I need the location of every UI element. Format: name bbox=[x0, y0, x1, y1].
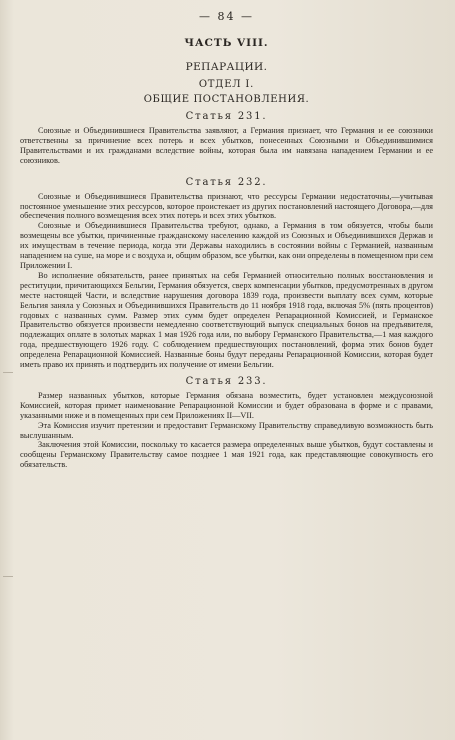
article-heading: Статья 231. bbox=[185, 111, 268, 122]
article-heading: Статья 232. bbox=[185, 176, 268, 188]
paragraph: Размер названных убытков, которые Германия обязана возместить, будет установлен междусоюзной Комиссией, которая примет наименование Репарационной Комиссии и будет образована в форме и с правами, указанными ниже и в помещенных при сем Приложениях II—VII. bbox=[20, 390, 433, 420]
margin-mark bbox=[3, 576, 13, 577]
paragraph: Союзные и Объединившиеся Правительства признают, что рессурсы Германии недостаточны,—учитывая постоянное уменьшение этих рессурсов, которое проистекает из других постановлений настоящего Договора,—для обеспечения полного возмещения всех этих потерь и всех этих убытков. bbox=[20, 191, 433, 221]
paragraph: Союзные и Объединившиеся Правительства требуют, однако, а Германия в том обязуется, чтобы были возмещены все убытки, причиненные гражданскому населению каждой из Союзных и Объединившихся Держав и их имуществам в течение периода, когда эти Державы находились в состоянии войны с Германией, названным нападением на суше, на море и с воздуха и, общим образом, все убытки, как они определены в помещенном при сем Приложении I. bbox=[20, 221, 433, 270]
paragraph: Во исполнение обязательств, ранее принятых на себя Германией относительно полных восстановления и реституции, причитающихся Бельгии, Германия обязуется, сверх компенсации убытков, предусмотренных в другом месте настоящей Части, и вследствие нарушения договора 1839 года, произвести выплату всех сумм, которые Бельгия заняла у Союзных и Объединившихся Правительств до 11 ноября 1918 года, включая 5% (пять процентов) годовых с названных сумм. Размер этих сумм будет определен Репарационной Комиссией, и Германское Правительство обязуется произвести немедленно соответствующий выпуск специальных бонов на предъявителя, подлежащих оплате в золотых марках 1 мая 1926 года или, по выбору Германского Правительства,—1 мая каждого года, предшествующего 1926 году. С соблюдением предшествующих постановлений, форма этих бонов будет определена Репарационной Комиссией. Названные боны будут переданы Репарационной Комиссии, которая будет иметь право их принять и подтвердить их получение от имени Бельгии. bbox=[20, 270, 433, 370]
part-title: РЕПАРАЦИИ. bbox=[185, 61, 268, 73]
section-title: ОБЩИЕ ПОСТАНОВЛЕНИЯ. bbox=[143, 94, 310, 105]
article-231 bbox=[20, 111, 433, 166]
part-heading: ЧАСТЬ VIII. bbox=[184, 37, 269, 49]
article-232 bbox=[20, 177, 433, 370]
paragraph: Эта Комиссия изучит претензии и предоставит Германскому Правительству справедливую возможность быть выслушанным. bbox=[20, 420, 433, 440]
article-heading: Статья 233. bbox=[185, 375, 268, 387]
margin-mark bbox=[3, 372, 13, 373]
section-heading: ОТДЕЛ I. bbox=[198, 79, 255, 90]
paragraph: Заключения этой Комиссии, поскольку то касается размера определенных выше убытков, будут составлены и сообщены Германскому Правительству самое позднее 1 мая 1921 года, как представляющие совокупность его обязательств. bbox=[20, 440, 433, 470]
page-number: — 84 — bbox=[199, 10, 254, 23]
article-233 bbox=[20, 376, 433, 470]
paragraph: Союзные и Объединившиеся Правительства заявляют, а Германия признает, что Германия и ее союзники ответственны за причинение всех потерь и всех убытков, понесенных Союзными и Объединившимися Правительствами и их гражданами вследствие войны, которая была им навязана нападением Германии и ее союзников. bbox=[20, 126, 433, 165]
